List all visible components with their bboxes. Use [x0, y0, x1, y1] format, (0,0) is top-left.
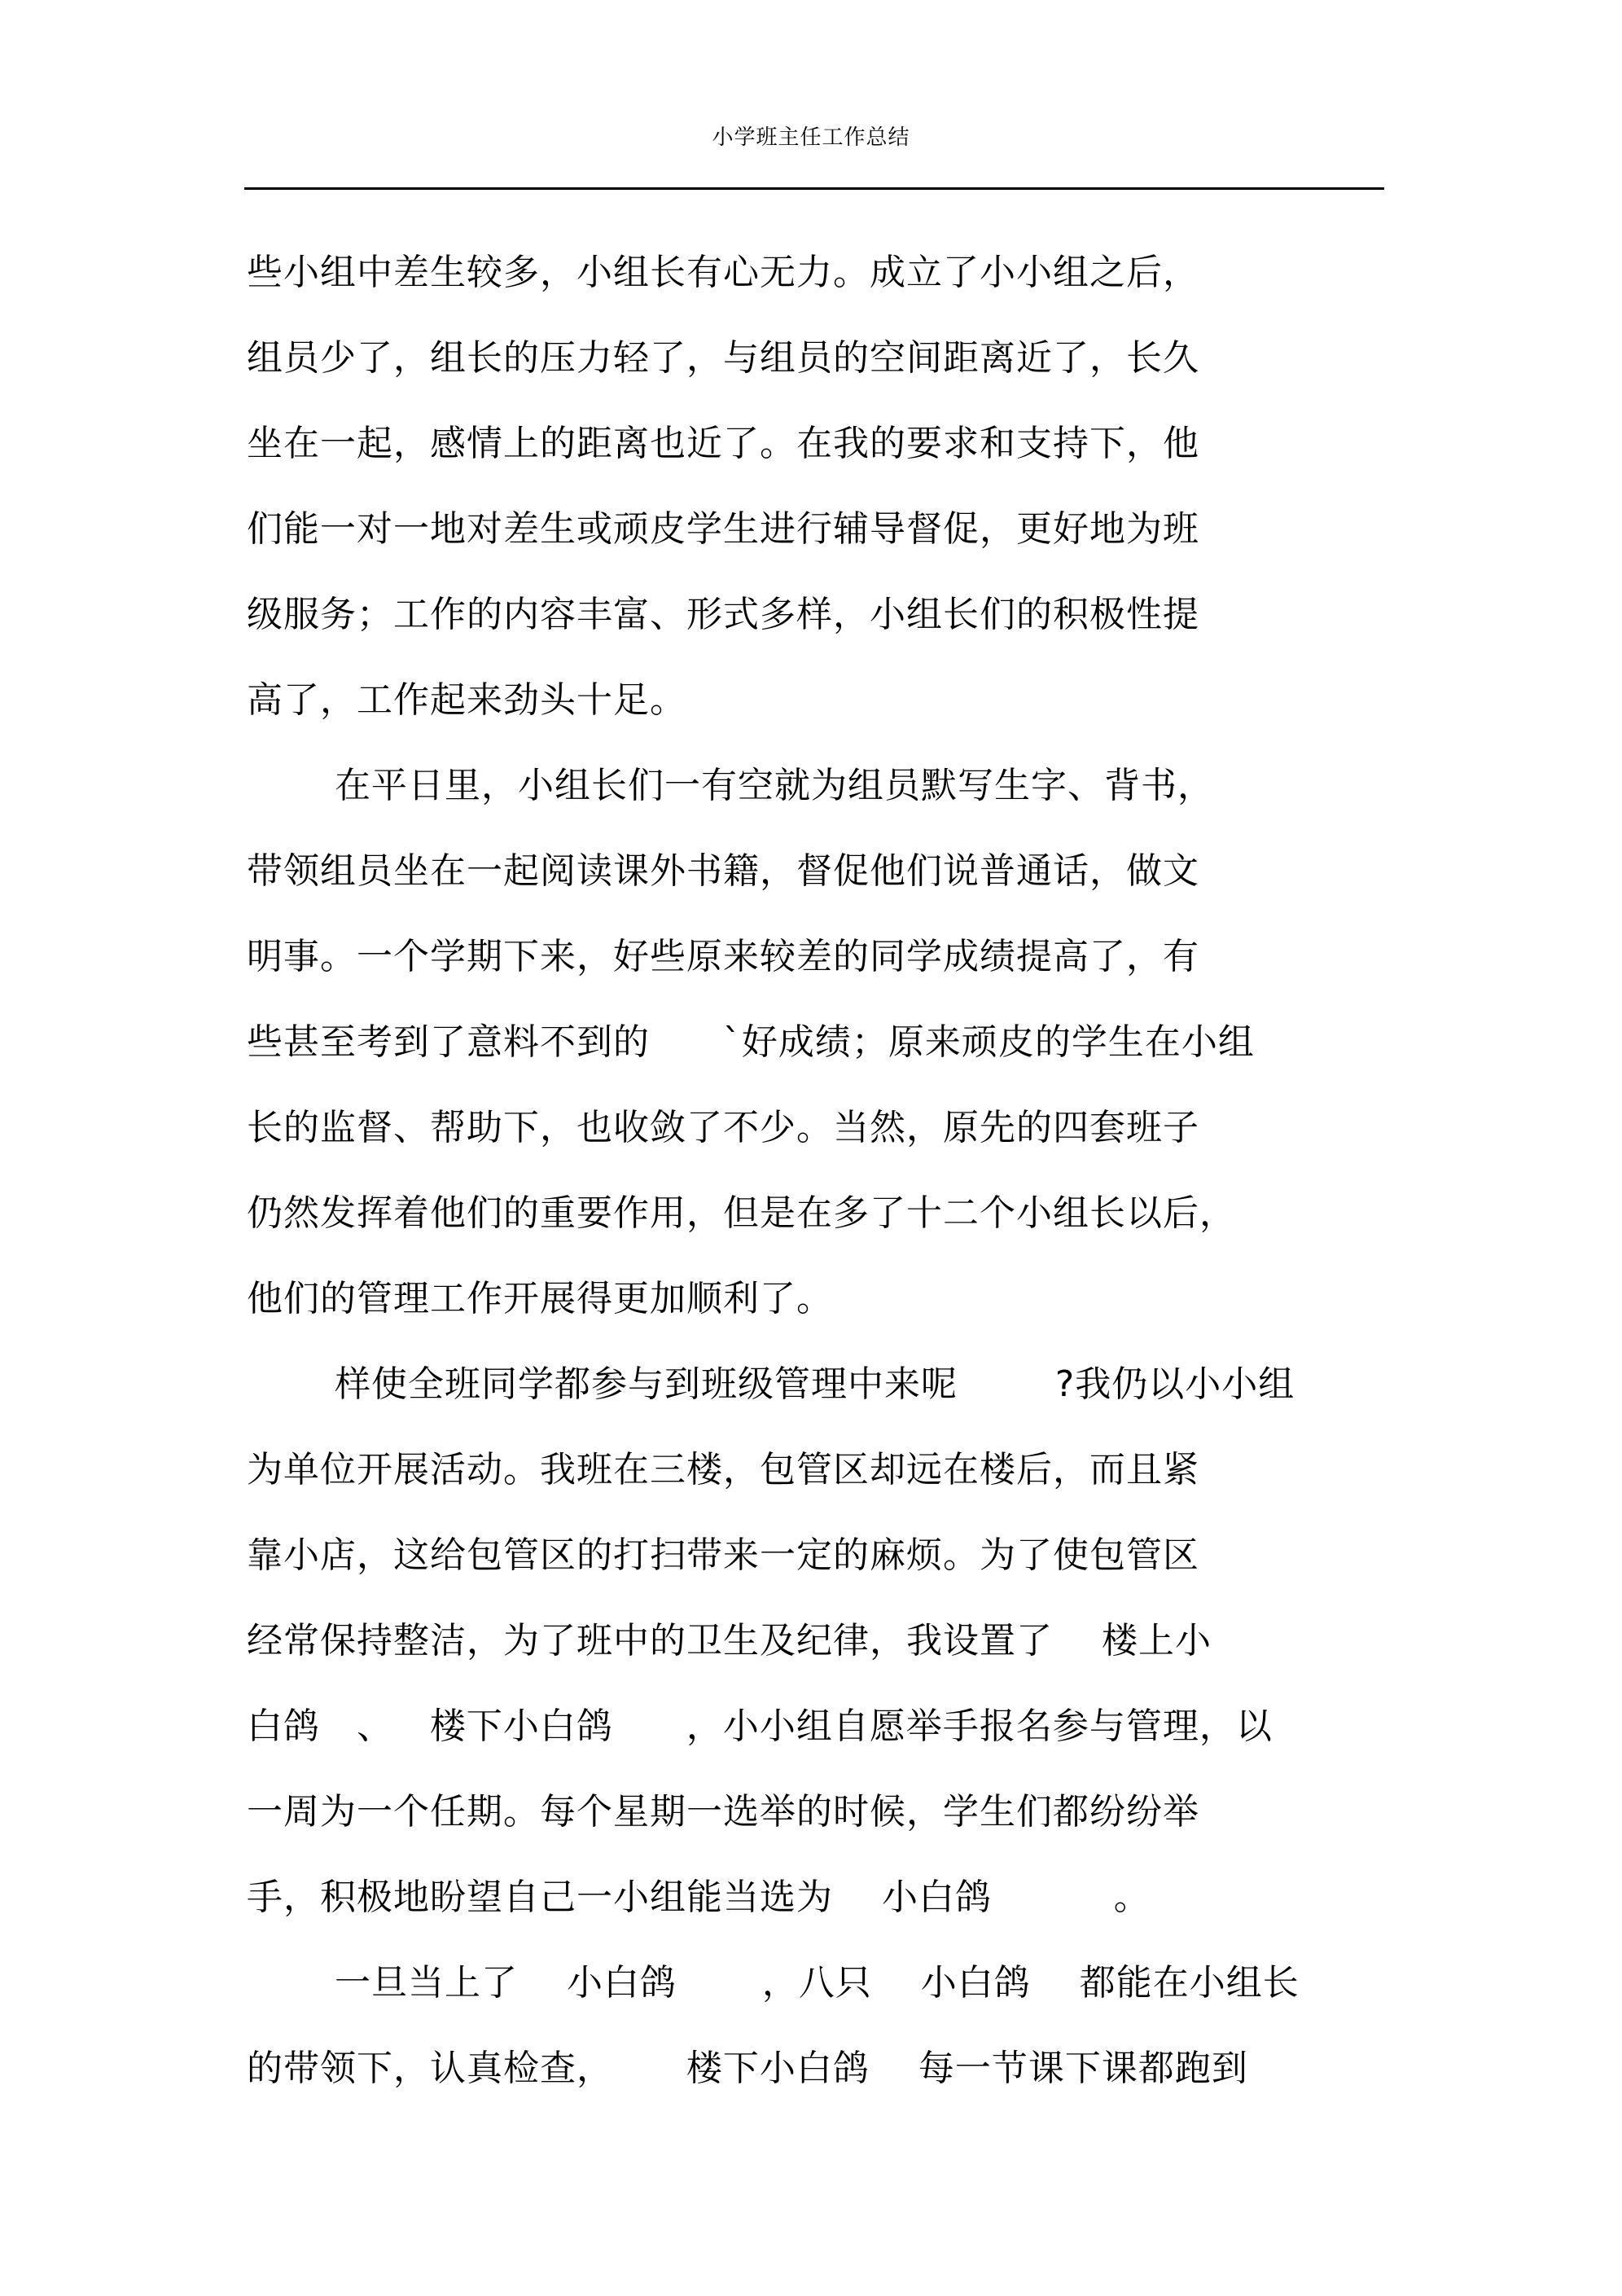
header-divider	[244, 187, 1384, 190]
text-line: 组员少了，组长的压力轻了，与组员的空间距离近了，长久	[247, 337, 1199, 379]
text-line: 坐在一起，感情上的距离也近了。在我的要求和支持下，他	[247, 423, 1199, 464]
text-line: 手，积极地盼望自己一小组能当选为 小白鸽 。	[247, 1877, 1151, 1918]
text-line: 们能一对一地对差生或顽皮学生进行辅导督促，更好地为班	[247, 508, 1199, 550]
text-line: 经常保持整洁，为了班中的卫生及纪律，我设置了 楼上小	[247, 1620, 1212, 1662]
text-line: 带领组员坐在一起阅读课外书籍，督促他们说普通话，做文	[247, 850, 1199, 892]
text-line: 样使全班同学都参与到班级管理中来呢 ?我仍以小小组	[335, 1363, 1295, 1405]
page-header-title: 小学班主任工作总结	[712, 125, 910, 150]
text-line: 明事。一个学期下来，好些原来较差的同学成绩提高了，有	[247, 936, 1199, 977]
text-line: 他们的管理工作开展得更加顺利了。	[247, 1278, 833, 1319]
text-line: 为单位开展活动。我班在三楼，包管区却远在楼后，而且紧	[247, 1449, 1199, 1490]
text-line: 的带领下，认真检查， 楼下小白鸽 每一节课下课都跑到	[247, 2048, 1248, 2089]
text-line: 在平日里，小组长们一有空就为组员默写生字、背书，	[335, 765, 1214, 806]
document-body	[247, 244, 1387, 2126]
text-line: 高了，工作起来劲头十足。	[247, 679, 686, 721]
text-line: 白鸽 、 楼下小白鸽 ，小小组自愿举手报名参与管理，以	[247, 1706, 1273, 1747]
text-line: 级服务；工作的内容丰富、形式多样，小组长们的积极性提	[247, 594, 1199, 635]
text-line: 些甚至考到了意料不到的 `好成绩；原来顽皮的学生在小组	[247, 1021, 1255, 1063]
text-line: 一周为一个任期。每个星期一选举的时候，学生们都纷纷举	[247, 1791, 1199, 1833]
text-line: 些小组中差生较多，小组长有心无力。成立了小小组之后，	[247, 252, 1199, 293]
text-line: 长的监督、帮助下，也收敛了不少。当然，原先的四套班子	[247, 1107, 1199, 1148]
text-line: 仍然发挥着他们的重要作用，但是在多了十二个小组长以后，	[247, 1192, 1236, 1234]
text-line: 一旦当上了 小白鸽 ，八只 小白鸽 都能在小组长	[335, 1962, 1300, 2004]
text-line: 靠小店，这给包管区的打扫带来一定的麻烦。为了使包管区	[247, 1534, 1199, 1576]
